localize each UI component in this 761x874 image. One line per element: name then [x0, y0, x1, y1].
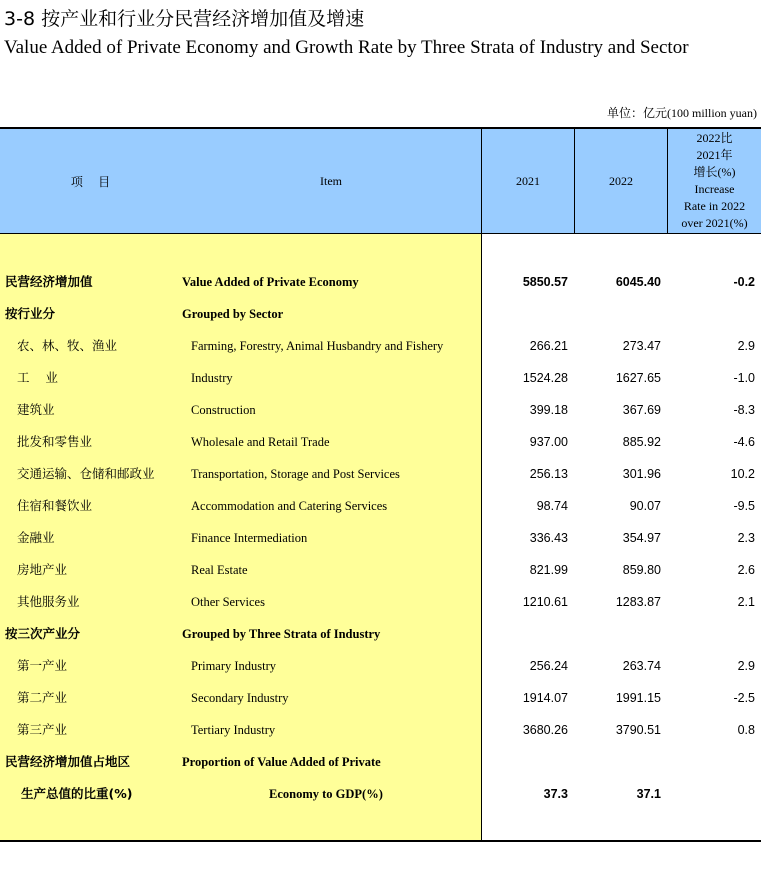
- row-label-cn: 按三次产业分: [5, 626, 81, 641]
- table-row: [0, 682, 761, 714]
- value-2022: 6045.40: [615, 275, 661, 289]
- value-rate: 2.9: [737, 339, 755, 353]
- value-2022: 354.97: [622, 531, 661, 545]
- value-2022: 859.80: [622, 563, 661, 577]
- row-label-cn: 工 业: [17, 370, 58, 385]
- value-2021: 336.43: [529, 531, 568, 545]
- header-item-en: Item: [320, 173, 342, 188]
- table-header: [0, 129, 761, 234]
- value-2022: 1627.65: [615, 371, 661, 385]
- table-row: [0, 458, 761, 490]
- value-2021: 1914.07: [522, 691, 568, 705]
- row-label-cn: 民营经济增加值: [5, 274, 93, 289]
- row-label-cn: 第三产业: [17, 722, 68, 737]
- value-2022: 263.74: [622, 659, 661, 673]
- value-2022: 273.47: [622, 339, 661, 353]
- value-rate: 2.1: [737, 595, 755, 609]
- value-2021: 5850.57: [522, 275, 568, 289]
- table-bottom-rule: [0, 840, 761, 842]
- row-label-en: Secondary Industry: [191, 691, 289, 705]
- row-label-en: Accommodation and Catering Services: [191, 499, 388, 513]
- row-label-en: Grouped by Sector: [182, 307, 284, 321]
- value-rate: 2.3: [737, 531, 755, 545]
- row-label-en: Wholesale and Retail Trade: [191, 435, 330, 449]
- value-2022: 3790.51: [615, 723, 661, 737]
- value-2021: 399.18: [529, 403, 568, 417]
- table-row: [0, 330, 761, 362]
- row-label-en: Value Added of Private Economy: [182, 275, 359, 289]
- value-2022: 367.69: [622, 403, 661, 417]
- row-label-en: Real Estate: [191, 563, 248, 577]
- row-label-en: Economy to GDP(%): [269, 787, 383, 801]
- table-row: [0, 746, 761, 778]
- value-2021: 256.24: [529, 659, 568, 673]
- row-label-cn: 生产总值的比重(%): [21, 786, 133, 801]
- value-2022: 301.96: [622, 467, 661, 481]
- unit-label: 单位：亿元(100 million yuan): [607, 106, 757, 120]
- row-label-cn: 按行业分: [5, 306, 56, 321]
- row-label-cn: 民营经济增加值占地区: [5, 754, 131, 769]
- value-2021: 3680.26: [522, 723, 568, 737]
- value-2021: 1210.61: [522, 595, 568, 609]
- value-2021: 937.00: [529, 435, 568, 449]
- row-label-en: Proportion of Value Added of Private: [182, 755, 381, 769]
- value-rate: -8.3: [733, 403, 755, 417]
- value-2022: 90.07: [629, 499, 661, 513]
- row-label-cn: 农、林、牧、渔业: [17, 338, 118, 353]
- row-label-cn: 交通运输、仓储和邮政业: [17, 466, 155, 481]
- row-label-cn: 房地产业: [17, 562, 68, 577]
- header-rate-line: 2021年: [696, 148, 733, 162]
- header-rate-line: 2022比: [696, 131, 733, 145]
- header-rate-line: Rate in 2022: [683, 199, 746, 213]
- table-row: [0, 586, 761, 618]
- table-row: [0, 362, 761, 394]
- value-2022: 37.1: [636, 787, 661, 801]
- value-2022: 1283.87: [615, 595, 661, 609]
- table-row: [0, 554, 761, 586]
- header-rate-line: over 2021(%): [681, 216, 748, 230]
- value-2021: 256.13: [529, 467, 568, 481]
- value-rate: -9.5: [733, 499, 755, 513]
- value-rate: -4.6: [733, 435, 755, 449]
- value-2021: 821.99: [529, 563, 568, 577]
- row-label-cn: 住宿和餐饮业: [17, 498, 93, 513]
- value-2021: 37.3: [543, 787, 568, 801]
- value-2021: 266.21: [529, 339, 568, 353]
- value-2022: 885.92: [622, 435, 661, 449]
- row-label-en: Other Services: [191, 595, 265, 609]
- value-2021: 98.74: [536, 499, 568, 513]
- table-row: [0, 714, 761, 746]
- value-rate: 2.6: [737, 563, 755, 577]
- header-rate-line: Increase: [694, 182, 735, 196]
- row-label-cn: 其他服务业: [17, 594, 80, 609]
- table-row: [0, 522, 761, 554]
- row-label-en: Tertiary Industry: [191, 723, 276, 737]
- table-row: [0, 298, 761, 330]
- header-rate: [668, 129, 761, 233]
- value-rate: 2.9: [737, 659, 755, 673]
- table-row: [0, 394, 761, 426]
- header-2022: 2022: [609, 173, 633, 188]
- row-label-en: Primary Industry: [191, 659, 277, 673]
- value-rate: 0.8: [737, 723, 755, 737]
- value-2021: 1524.28: [522, 371, 568, 385]
- row-label-cn: 金融业: [17, 530, 55, 545]
- row-label-en: Farming, Forestry, Animal Husbandry and Fishery: [191, 339, 444, 353]
- value-rate: -0.2: [733, 275, 755, 289]
- table-row: [0, 778, 761, 810]
- row-label-en: Finance Intermediation: [191, 531, 308, 545]
- table-row: [0, 426, 761, 458]
- value-rate: -2.5: [733, 691, 755, 705]
- table-row: [0, 266, 761, 298]
- row-label-en: Transportation, Storage and Post Services: [191, 467, 400, 481]
- value-rate: 10.2: [730, 467, 755, 481]
- row-label-en: Industry: [191, 371, 233, 385]
- row-label-cn: 批发和零售业: [17, 434, 93, 449]
- table-row: [0, 490, 761, 522]
- table-row: [0, 650, 761, 682]
- header-rate-line: 增长(%): [693, 165, 736, 179]
- value-rate: -1.0: [733, 371, 755, 385]
- page-title-en: Value Added of Private Economy and Growth Rate by Three Strata of Industry and Sector: [4, 37, 689, 58]
- row-label-en: Construction: [191, 403, 256, 417]
- row-label-en: Grouped by Three Strata of Industry: [182, 627, 381, 641]
- table-row: [0, 618, 761, 650]
- header-item-cn: 项 目: [70, 174, 111, 189]
- header-2021: 2021: [516, 173, 540, 188]
- page-title-cn: 3-8 按产业和行业分民营经济增加值及增速: [4, 8, 365, 30]
- row-label-cn: 建筑业: [17, 402, 55, 417]
- value-2022: 1991.15: [615, 691, 661, 705]
- row-label-cn: 第一产业: [17, 658, 68, 673]
- row-label-cn: 第二产业: [17, 690, 68, 705]
